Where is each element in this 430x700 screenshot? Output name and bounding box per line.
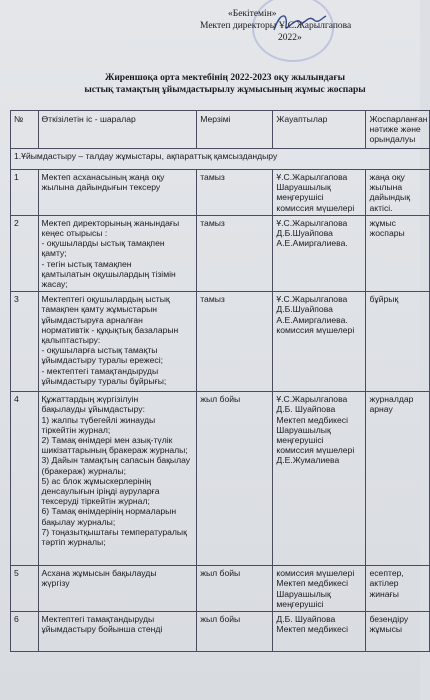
result-line: жұмысы bbox=[369, 624, 403, 635]
responsible-line: меңгерушісі bbox=[276, 598, 324, 609]
result-line: жинағы bbox=[369, 588, 399, 599]
result-line: жұмыс bbox=[369, 217, 396, 228]
header-activity: Өткізілетін іс - шаралар bbox=[38, 111, 197, 149]
row-result bbox=[366, 566, 430, 612]
row-number: 1 bbox=[11, 170, 39, 216]
result-line: безендіру bbox=[369, 614, 409, 625]
responsible-line: А.Е.Амиргалиева. bbox=[276, 238, 348, 249]
responsible-line: А.Е.Амиргалиева. bbox=[276, 314, 348, 325]
table-row bbox=[11, 566, 430, 612]
responsible-line: Д.Б.Шуайпова bbox=[276, 304, 333, 315]
row-term: тамыз bbox=[197, 215, 273, 291]
activity-line: 1) жалпы түбегейлі жинауды bbox=[41, 414, 156, 425]
approval-year: 2022» bbox=[278, 33, 302, 43]
result-line: жылына bbox=[369, 182, 403, 193]
row-activity bbox=[38, 612, 197, 652]
row-term: тамыз bbox=[197, 170, 273, 216]
table-row bbox=[11, 215, 430, 291]
activity-line: Құжаттардың жүргізілуін bbox=[41, 394, 139, 405]
row-responsible bbox=[273, 392, 366, 566]
activity-line: 5) ас блок жұмыскерлерінің bbox=[41, 475, 151, 486]
row-activity bbox=[38, 215, 197, 291]
row-number: 5 bbox=[11, 566, 39, 612]
document-title-line1: Жиреншоқа орта мектебінің 2022-2023 оқу жылындағы bbox=[104, 73, 346, 83]
activity-line: жүргізу bbox=[41, 578, 70, 589]
activity-line: бақылау журналы; bbox=[41, 516, 116, 527]
result-line: дайындық bbox=[369, 192, 410, 203]
row-responsible bbox=[273, 292, 366, 392]
approval-title: «Бекітемін» bbox=[228, 9, 277, 19]
row-activity bbox=[38, 292, 197, 392]
row-activity bbox=[38, 566, 197, 612]
table-header-row bbox=[11, 111, 430, 149]
result-line: жоспары bbox=[369, 228, 405, 239]
result-line: журналдар bbox=[369, 394, 414, 405]
activity-line: (бракераж) журналы; bbox=[41, 465, 126, 476]
row-activity bbox=[38, 392, 197, 566]
activity-line: Мектеп директорының жанындағы bbox=[41, 217, 180, 228]
activity-line: 2) Тамақ өнімдері мен азық-түлік bbox=[41, 435, 173, 446]
activity-line: - тегін ыстық тамақпен bbox=[41, 258, 132, 269]
responsible-line: Д.Б. Шуайпова bbox=[276, 404, 336, 415]
header-result: Жоспарланған нәтиже және орындалуы bbox=[366, 111, 430, 149]
responsible-line: меңгерушісі bbox=[276, 435, 324, 446]
responsible-line: меңгерушісі bbox=[276, 192, 324, 203]
responsible-line: комиссия мүшелері bbox=[276, 202, 355, 213]
row-number: 2 bbox=[11, 215, 39, 291]
activity-line: Мектептегі тамақтандыруды bbox=[41, 614, 155, 625]
responsible-line: Мектеп медбикесі bbox=[276, 578, 349, 589]
document-title bbox=[40, 72, 410, 96]
approval-director-line: Мектеп директоры Ұ.С.Жарылгапова bbox=[200, 21, 352, 31]
row-result bbox=[366, 292, 430, 392]
row-activity bbox=[38, 170, 197, 216]
row-result bbox=[366, 170, 430, 216]
activity-line: кеңес отырысы : bbox=[41, 228, 108, 239]
activity-line: - мектептегі тамақтандыруды bbox=[41, 365, 159, 376]
activity-line: нормативтік - құқықтық базаларын bbox=[41, 324, 179, 335]
row-responsible bbox=[273, 170, 366, 216]
activity-line: қалыптастыру: bbox=[41, 335, 101, 346]
activity-line: тіркейтін журнал; bbox=[41, 424, 111, 435]
activity-line: тамақпен қамту жұмыстарын bbox=[41, 304, 158, 315]
row-number: 6 bbox=[11, 612, 39, 652]
activity-line: - оқушыларды ыстық тамақпен bbox=[41, 238, 165, 249]
activity-line: Мектептегі оқушылардың ыстық bbox=[41, 294, 170, 305]
responsible-line: Ұ.С.Жарылгапова bbox=[276, 294, 348, 305]
activity-line: 7) тоңазытқыштағы температуралық bbox=[41, 526, 187, 537]
activity-line: тексеруді тіркейтін журнал; bbox=[41, 496, 150, 507]
activity-line: шикізаттарының бракераж журналы; bbox=[41, 445, 188, 456]
activity-line: ұйымдастыру туралы бұйрығы; bbox=[41, 375, 167, 386]
result-line: арнау bbox=[369, 404, 393, 415]
plan-table bbox=[10, 110, 430, 652]
result-line: бұйрық bbox=[369, 294, 399, 305]
activity-line: тәртіп журналы; bbox=[41, 537, 106, 548]
section-row bbox=[11, 149, 430, 170]
row-result bbox=[366, 612, 430, 652]
activity-line: 3) Дайын тамақтың сапасын бақылау bbox=[41, 455, 191, 466]
responsible-line: Ұ.С.Жарылгапова bbox=[276, 394, 348, 405]
row-responsible bbox=[273, 215, 366, 291]
table-row bbox=[11, 170, 430, 216]
activity-line: ұйымдастыруға арналған bbox=[41, 314, 143, 325]
responsible-line: комиссия мүшелері bbox=[276, 445, 355, 456]
activity-line: қамту; bbox=[41, 248, 67, 259]
table-row bbox=[11, 612, 430, 652]
row-result bbox=[366, 392, 430, 566]
row-number: 4 bbox=[11, 392, 39, 566]
activity-line: жасау; bbox=[41, 279, 68, 290]
result-line: актісі. bbox=[369, 202, 393, 213]
row-number: 3 bbox=[11, 292, 39, 392]
responsible-line: Ұ.С.Жарылгапова bbox=[276, 172, 348, 182]
activity-line: Мектеп асханасының жаңа оқу bbox=[41, 172, 165, 182]
responsible-line: Д.Б.Шуайпова bbox=[276, 228, 333, 239]
responsible-line: Мектеп медбикесі bbox=[276, 414, 349, 425]
responsible-line: Д.Е.Жумалиева bbox=[276, 455, 340, 466]
activity-line: ұйымдастыру бойынша стенді bbox=[41, 624, 163, 635]
header-number: № bbox=[11, 111, 39, 149]
activity-line: қамтылатын оқушылардың тізімін bbox=[41, 268, 176, 279]
approval-block bbox=[200, 8, 415, 44]
row-term: тамыз bbox=[197, 292, 273, 392]
row-term: жыл бойы bbox=[197, 612, 273, 652]
activity-line: - оқушыларға ыстық тамақты bbox=[41, 345, 158, 356]
document-title-line2: ыстық тамақтың ұйымдастырылу жұмысының жұмыс жоспары bbox=[84, 85, 366, 95]
responsible-line: Шаруашылық bbox=[276, 182, 331, 193]
activity-line: ұйымдастыру туралы ережесі; bbox=[41, 355, 163, 366]
table-body bbox=[11, 170, 430, 652]
responsible-line: Д.Б. Шуайпова bbox=[276, 614, 336, 625]
row-term: жыл бойы bbox=[197, 566, 273, 612]
result-line: есептер, bbox=[369, 568, 404, 579]
row-responsible bbox=[273, 612, 366, 652]
responsible-line: Шаруашылық bbox=[276, 588, 331, 599]
responsible-line: Ұ.С.Жарылгапова bbox=[276, 217, 348, 228]
table-row bbox=[11, 292, 430, 392]
table-row bbox=[11, 392, 430, 566]
responsible-line: Мектеп медбикесі bbox=[276, 624, 349, 635]
activity-line: бақылауды ұйымдастыру: bbox=[41, 404, 145, 415]
responsible-line: комиссия мүшелері bbox=[276, 568, 355, 579]
result-line: жаңа оқу bbox=[369, 172, 405, 182]
section-title: 1.Ұйымдастыру – талдау жұмыстары, ақпараттық қамсыздандыру bbox=[11, 149, 430, 170]
header-term: Мерзімі bbox=[197, 111, 273, 149]
responsible-line: комиссия мүшелері bbox=[276, 324, 355, 335]
activity-line: Асхана жұмысын бақылауды bbox=[41, 568, 157, 579]
row-term: жыл бойы bbox=[197, 392, 273, 566]
activity-line: денсаулығын іріңді ауруларға bbox=[41, 486, 160, 497]
result-line: актілер bbox=[369, 578, 399, 589]
row-responsible bbox=[273, 566, 366, 612]
header-responsible: Жауаптылар bbox=[273, 111, 366, 149]
activity-line: 6) Тамақ өнімдерінің нормаларын bbox=[41, 506, 177, 517]
activity-line: жылына дайындығын тексеру bbox=[41, 182, 161, 193]
responsible-line: Шаруашылық bbox=[276, 424, 331, 435]
row-result bbox=[366, 215, 430, 291]
